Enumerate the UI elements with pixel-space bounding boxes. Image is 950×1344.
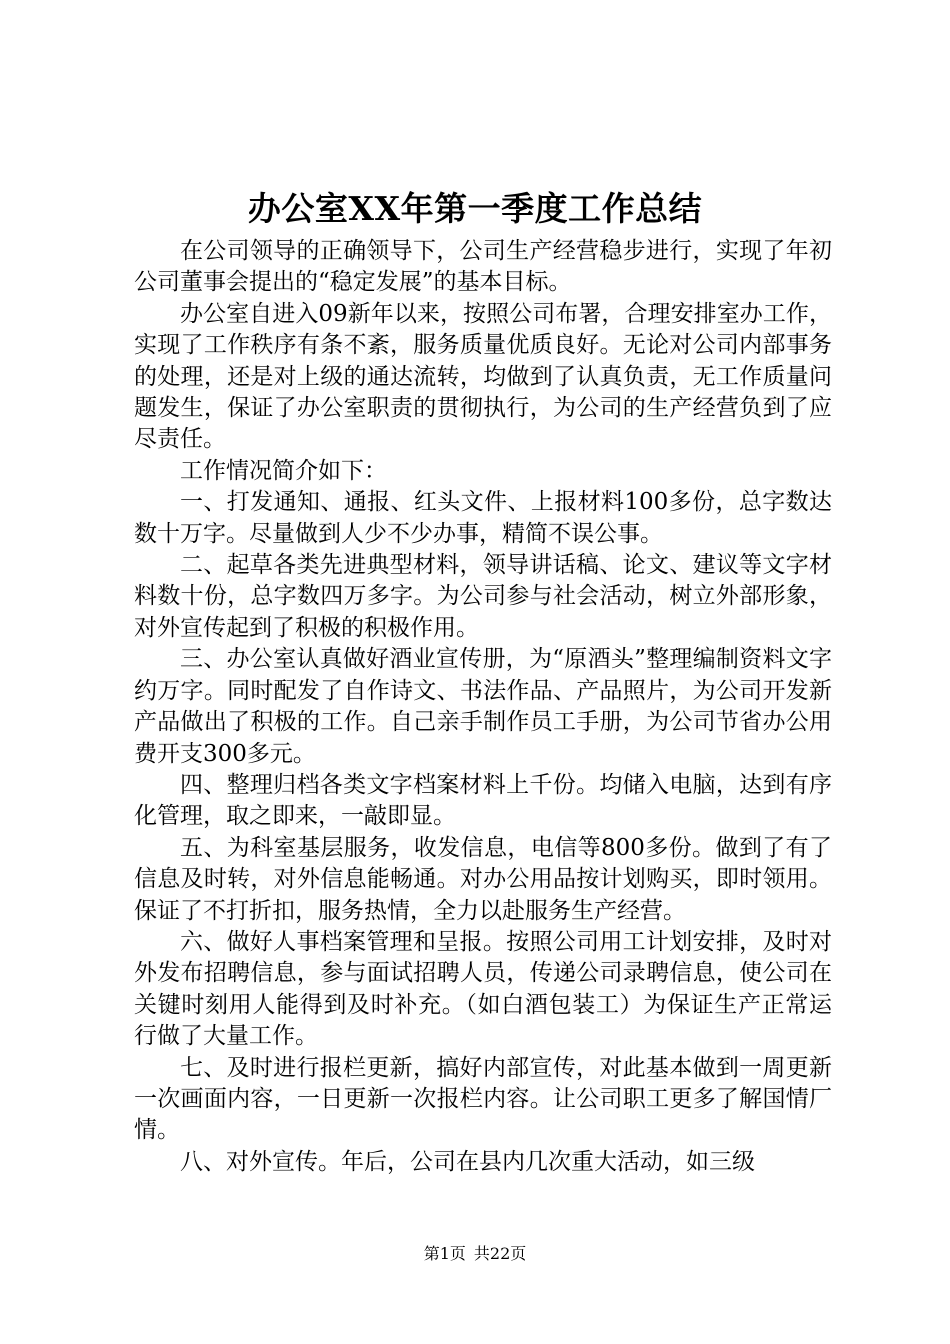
paragraph-item-3: 三、办公室认真做好酒业宣传册，为“原酒头”整理编制资料文字约万字。同时配发了自作诗文、书法作品、产品照片，为公司开发新产品做出了积极的工作。自己亲手制作员工手册，为公司节省办公用费开支300多元。 <box>134 646 832 767</box>
paragraph-overview: 办公室自进入09新年以来，按照公司布署，合理安排室办工作，实现了工作秩序有条不紊，服务质量优质良好。无论对公司内部事务的处理，还是对上级的通达流转，均做到了认真负责，无工作质量问题发生，保证了办公室职责的贯彻执行，为公司的生产经营负到了应尽责任。 <box>134 300 832 453</box>
paragraph-item-5: 五、为科室基层服务，收发信息，电信等800多份。做到了有了信息及时转，对外信息能畅通。对办公用品按计划购买，即时领用。保证了不打折扣，服务热情，全力以赴服务生产经营。 <box>134 834 832 924</box>
page-footer <box>0 1243 950 1265</box>
paragraph-item-4: 四、整理归档各类文字档案材料上千份。均储入电脑，达到有序化管理，取之即来，一敲即显。 <box>134 771 832 830</box>
page-number-total: 共22页 <box>473 1244 527 1263</box>
paragraph-summary-heading: 工作情况简介如下： <box>180 457 387 484</box>
document-body <box>134 236 832 1178</box>
document-title: 办公室XX年第一季度工作总结 <box>247 189 703 228</box>
paragraph-item-8: 八、对外宣传。年后，公司在县内几次重大活动，如三级 <box>180 1148 755 1175</box>
page-number-current: 第1页 <box>423 1244 466 1263</box>
paragraph-item-1: 一、打发通知、通报、红头文件、上报材料100多份，总字数达数十万字。尽量做到人少不少办事，精简不误公事。 <box>134 489 832 547</box>
paragraph-intro: 在公司领导的正确领导下，公司生产经营稳步进行，实现了年初公司董事会提出的“稳定发展”的基本目标。 <box>134 238 832 296</box>
paragraph-item-6: 六、做好人事档案管理和呈报。按照公司用工计划安排，及时对外发布招聘信息，参与面试招聘人员，传递公司录聘信息，使公司在关键时刻用人能得到及时补充。（如白酒包装工）为保证生产正常运行做了大量工作。 <box>134 928 832 1050</box>
paragraph-item-2: 二、起草各类先进典型材料，领导讲话稿、论文、建议等文字材料数十份，总字数四万多字。为公司参与社会活动，树立外部形象，对外宣传起到了积极的积极作用。 <box>134 552 832 641</box>
paragraph-item-7: 七、及时进行报栏更新，搞好内部宣传，对此基本做到一周更新一次画面内容，一日更新一次报栏内容。让公司职工更多了解国情厂情。 <box>134 1054 832 1144</box>
